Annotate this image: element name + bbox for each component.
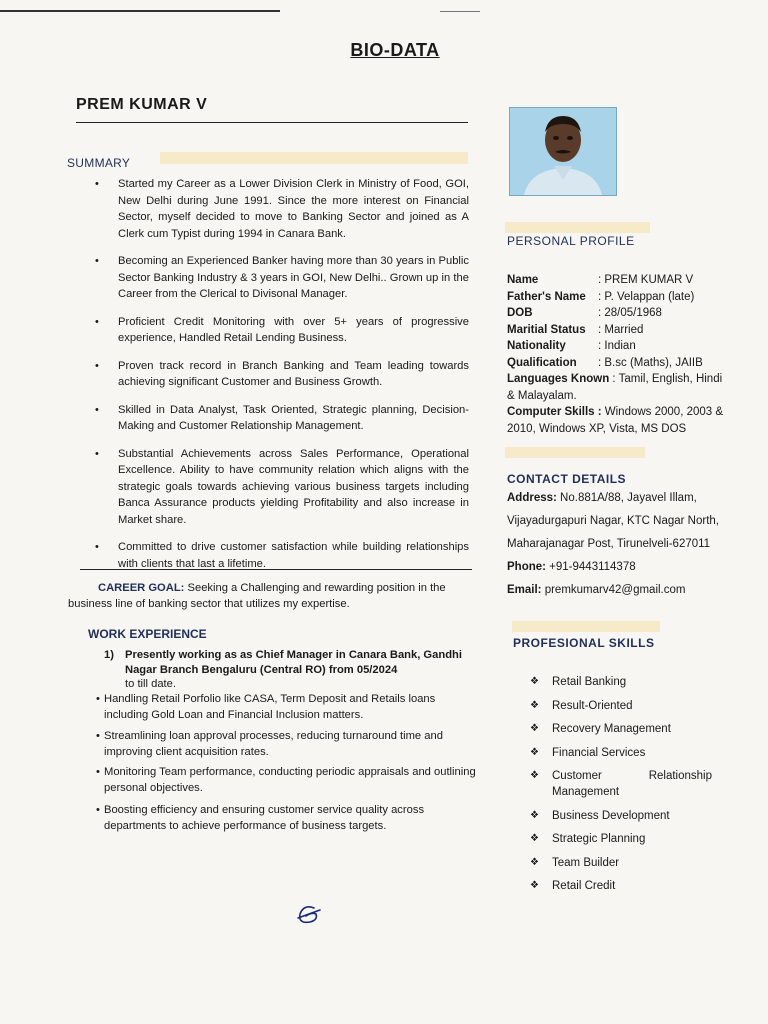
summary-list: [93, 176, 469, 583]
candidate-name: PREM KUMAR V: [76, 96, 208, 113]
document-title: BIO-DATA: [350, 40, 440, 60]
diamond-bullet-icon: ❖: [530, 770, 539, 781]
signature-mark: [294, 902, 324, 934]
summary-item: • Becoming an Experienced Banker having more than 30 years in Public Sector Banking Industry & 3 years in GOI, New Delhi.. Grown up in the Career from the Clerical to Divisonal Manager.: [95, 255, 469, 300]
summary-highlight: [160, 152, 468, 164]
profile-highlight: [505, 222, 650, 233]
work-experience-heading: WORK EXPERIENCE: [88, 627, 207, 641]
profile-row: Father's Name : P. Velappan (late): [507, 290, 695, 303]
diamond-bullet-icon: ❖: [530, 856, 539, 868]
diamond-bullet-icon: ❖: [530, 880, 539, 891]
work-bullet: • Streamlining loan approval processes, reducing turnaround time and improving client acquisition rates.: [96, 730, 443, 758]
skill-item: ❖ Retail Credit: [530, 880, 616, 892]
bullet-icon: •: [95, 403, 99, 416]
career-goal: [68, 580, 470, 612]
personal-profile: [507, 272, 733, 437]
bullet-icon: •: [95, 359, 99, 372]
diamond-bullet-icon: ❖: [530, 809, 539, 821]
skill-item: ❖ Recovery Management: [530, 723, 671, 735]
work-date: to till date.: [125, 678, 176, 690]
contact-email: Email: premkumarv42@gmail.com: [507, 584, 686, 596]
profile-row: Name : PREM KUMAR V: [507, 274, 694, 286]
bullet-icon: •: [95, 178, 99, 190]
bullet-icon: •: [95, 315, 99, 328]
contact-address-line3: Maharajanagar Post, Tirunelveli-627011: [507, 538, 711, 550]
profile-row: Maritial Status : Married: [507, 323, 644, 336]
skill-item: ❖ Retail Banking: [530, 676, 627, 688]
summary-item: • Proven track record in Branch Banking and Team leading towards achieving significant Customer and Business Growth.: [95, 359, 469, 388]
contact-phone: Phone: +91-9443114378: [507, 561, 636, 573]
contact-address-line2: Vijayadurgapuri Nagar, KTC Nagar North,: [507, 515, 720, 527]
profile-photo: [509, 107, 617, 196]
work-bullet: • Monitoring Team performance, conducting periodic appraisals and outlining personal objectives.: [96, 766, 476, 794]
work-position-text: Presently working as as Chief Manager in Canara Bank, Gandhi Nagar Branch Bengaluru (Central RO) from 05/2024: [125, 649, 462, 676]
diamond-bullet-icon: ❖: [530, 723, 539, 734]
work-bullet: • Handling Retail Porfolio like CASA, Term Deposit and Retails loans including Gold Loan and Financial Inclusion matters.: [96, 693, 436, 721]
signature-icon: [294, 902, 324, 928]
bullet-icon: •: [96, 730, 100, 742]
bullet-icon: •: [96, 693, 100, 705]
summary-item: • Proficient Credit Monitoring with over 5+ years of progressive experience, Handled Retail Lending Business.: [95, 315, 469, 344]
bullet-icon: •: [96, 804, 100, 816]
profile-computer-skills: Computer Skills : Windows 2000, 2003 & 2010, Windows XP, Vista, MS DOS: [507, 406, 724, 435]
work-position: [104, 648, 474, 692]
professional-skills-heading: PROFESIONAL SKILLS: [513, 636, 655, 650]
summary-item: • Skilled in Data Analyst, Task Oriented, Strategic planning, Decision-Making and Customer Relationship Management.: [95, 403, 469, 432]
personal-profile-heading: PERSONAL PROFILE: [507, 234, 635, 248]
bullet-icon: •: [96, 766, 100, 778]
contact-address-line1: Address: No.881A/88, Jayavel Illam,: [507, 492, 697, 504]
summary-heading: SUMMARY: [67, 156, 131, 170]
diamond-bullet-icon: ❖: [530, 833, 539, 844]
bullet-icon: •: [95, 447, 99, 460]
diamond-bullet-icon: ❖: [530, 676, 539, 687]
career-goal-text: Seeking a Challenging and rewarding position in the business line of banking sector that utilizes my expertise.: [68, 582, 446, 610]
name-divider: [76, 122, 468, 123]
summary-item: • Started my Career as a Lower Division Clerk in Ministry of Food, GOI, New Delhi during June 1991. Since the more interest on Financial Sector, myself decided to move to Banking Sector and joined as A Clerk cum Typist during 1994 in Canara Bank.: [95, 178, 469, 240]
skill-item: ❖ Financial Services: [530, 746, 646, 759]
skills-list: [530, 674, 710, 902]
top-rule: [0, 10, 280, 12]
summary-divider: [80, 569, 472, 570]
bullet-icon: •: [95, 255, 99, 267]
profile-row: Nationality : Indian: [507, 340, 636, 352]
top-rule-short: [440, 11, 480, 12]
skill-item: ❖ Customer Relationship Management: [530, 770, 712, 798]
career-goal-label: CAREER GOAL:: [98, 582, 185, 594]
skill-item: ❖ Strategic Planning: [530, 833, 646, 845]
skill-item: ❖ Business Development: [530, 809, 670, 822]
summary-item: • Substantial Achievements across Sales Performance, Operational Excellence. Ability to have community relation which aligns with the strategic goals towards achieving various business targets including Banca Assurance products yielding Profitability and also increase in Market share.: [95, 447, 469, 526]
profile-row: Qualification : B.sc (Maths), JAIIB: [507, 356, 703, 369]
diamond-bullet-icon: ❖: [530, 746, 539, 758]
skill-item: ❖ Result-Oriented: [530, 699, 633, 712]
contact-highlight: [505, 447, 645, 458]
person-photo-icon: [510, 108, 616, 195]
work-bullet: • Boosting efficiency and ensuring customer service quality across departments to achieve performance of business targets.: [96, 804, 425, 832]
diamond-bullet-icon: ❖: [530, 699, 539, 711]
contact-details-heading: CONTACT DETAILS: [507, 472, 627, 486]
profile-languages: Languages Known : Tamil, English, Hindi & Malayalam.: [507, 373, 723, 402]
work-number: 1): [104, 649, 114, 661]
profile-row: DOB : 28/05/1968: [507, 307, 662, 319]
skills-highlight: [512, 621, 660, 632]
skill-item: ❖ Team Builder: [530, 856, 620, 869]
bullet-icon: •: [95, 541, 99, 553]
summary-item: • Committed to drive customer satisfaction while building relationships with clients that last a lifetime.: [95, 541, 469, 570]
